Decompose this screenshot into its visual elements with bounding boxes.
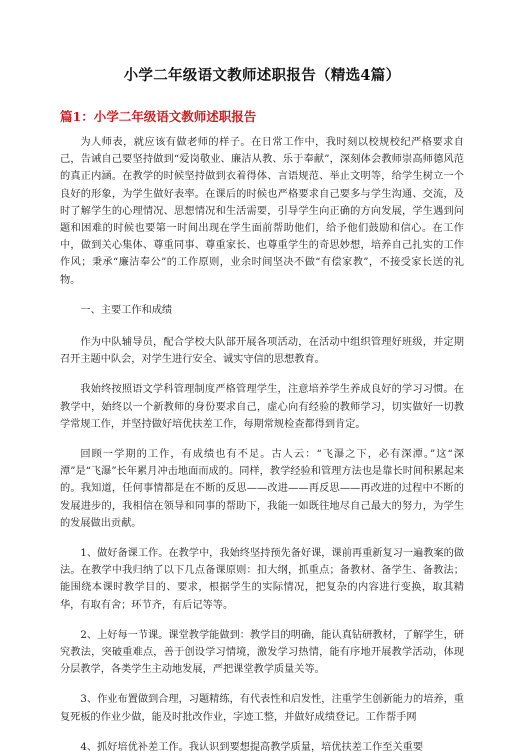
paragraph-teacher-ethics: 为人师表，就应该有做老师的样子。在日常工作中，我时刻以校规校纪严格要求自己，告诫自己要坚持做到“爱岗敬业、廉洁从教、乐于奉献”，深刻体会教师崇高师德风范的真正内涵。在教学的时候坚持做到衣着得体、言语规范、举止文明等，给学生树立一个良好的形象，为学生做好表率。在课后的时候也严格要求自己要多与学生沟通、交流，及时了解学生的心理情况、思想情况和生活需要，引导学生向正确的方向发展，学生遇到问题和困难的时候也要第一时间出现在学生面前帮助他们，给予他们鼓励和信心。在工作中，做到关心集体、尊重同事、尊重家长、也尊重学生的奇思妙想，培养自己扎实的工作作风；秉承“廉洁奉公”的工作原则，业余时间坚决不做“有偿家教”，不接受家长送的礼物。 bbox=[60, 137, 464, 286]
section-heading: 篇1：小学二年级语文教师述职报告 bbox=[60, 109, 257, 124]
paragraph-teaching: 2、上好每一节课。课堂教学能做到：教学目的明确，能认真钻研教材，了解学生，研究教法，突破重难点，善于创设学习情境，激发学习热情，能有序地开展教学活动，体现分层教学，各类学生主动地发展，严把课堂教学质量关等。 bbox=[60, 629, 464, 676]
paragraph-reflection: 回顾一学期的工作，有成绩也有不足。古人云：“飞瀑之下，必有深潭。”这“深潭”是“飞瀑”长年累月冲击地面而成的。同样，教学经验和管理方法也是靠长时间积累起来的。我知道，任何事情都是在不断的反思——改进——再反思——再改进的过程中不断的发展进步的，我相信在领导和同事的帮助下，我能一如既往地尽自己最大的努力，为学生的发展做出贡献。 bbox=[60, 449, 464, 529]
paragraph-squad-counselor: 作为中队辅导员，配合学校大队部开展各项活动，在活动中组织管理好班级，并定期召开主题中队会，对学生进行安全、诚实守信的思想教育。 bbox=[60, 337, 464, 366]
subheading-main-work: 一、主要工作和成绩 bbox=[80, 304, 173, 316]
paragraph-tutoring: 4、抓好培优补差工作。我认识到要想提高教学质量，培优扶差工作至关重要 bbox=[80, 741, 424, 753]
document-body bbox=[60, 134, 464, 756]
document-title: 小学二年级语文教师述职报告（精选4篇） bbox=[123, 67, 401, 84]
paragraph-class-management: 我始终按照语文学科管理制度严格管理学生，注意培养学生养成良好的学习习惯。在教学中，始终以一个新教师的身份要求自己，虚心向有经验的教师学习，切实做好一切教学常规工作，并坚持做好培优扶差工作，每期常规检查都得到肯定。 bbox=[60, 384, 464, 430]
paragraph-lesson-prep: 1、做好备课工作。在教学中，我始终坚持预先备好课，课前再重新复习一遍教案的做法。在教学中我归纳了以下几点备课原则：扣大纲，抓重点；备教材、备学生、备教法；能围绕本课时教学目的、要求，根据学生的实际情况，把复杂的内容进行变换，取其精华，有取有舍；环节齐，有后记等等。 bbox=[60, 548, 464, 611]
paragraph-homework: 3、作业布置做到合理，习题精练，有代表性和启发性，注重学生创新能力的培养，重复死板的作业少做，能及时批改作业，字迹工整，并做好成绩登记。工作帮手网 bbox=[60, 694, 464, 723]
